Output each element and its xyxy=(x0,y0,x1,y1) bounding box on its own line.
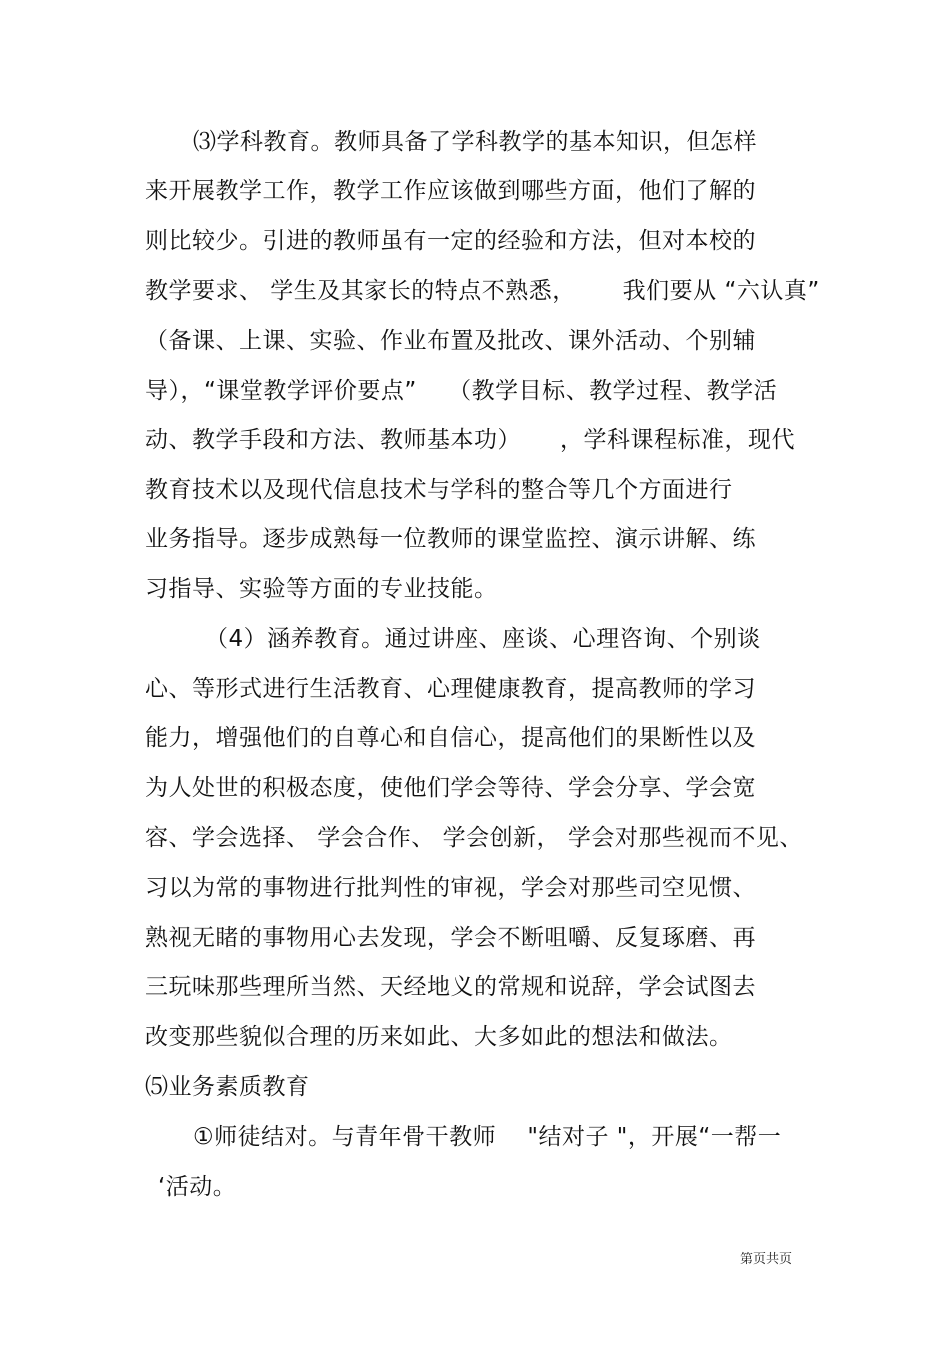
paragraph-line-13: 能力，增强他们的自尊心和自信心，提高他们的果断性以及 xyxy=(145,725,756,751)
section-heading: ⑸业务素质教育 xyxy=(145,1074,310,1100)
paragraph-line-15: 容、学会选择、 学会合作、 学会创新， 学会对那些视而不见、 xyxy=(145,825,803,851)
paragraph-line-16: 习以为常的事物进行批判性的审视，学会对那些司空见惯、 xyxy=(145,875,756,901)
paragraph-line-11: （4）涵养教育。通过讲座、座谈、心理咨询、个别谈 xyxy=(205,626,761,652)
page-footer: 第页共页 xyxy=(740,1252,793,1267)
paragraph-line-21: ①师徒结对。与青年骨干教师 "结对子 "，开展“一帮一 xyxy=(193,1124,782,1150)
paragraph-line-5: （备课、上课、实验、作业布置及批改、课外活动、个别辅 xyxy=(145,328,756,354)
paragraph-line-18: 三玩味那些理所当然、天经地义的常规和说辞，学会试图去 xyxy=(145,974,756,1000)
paragraph-line-8: 教育技术以及现代信息技术与学科的整合等几个方面进行 xyxy=(145,477,733,503)
paragraph-line-9: 业务指导。逐步成熟每一位教师的课堂监控、演示讲解、练 xyxy=(145,526,756,552)
paragraph-line-4: 教学要求、 学生及其家长的特点不熟悉， 我们要从 “六认真” xyxy=(145,278,820,304)
paragraph-line-2: 来开展教学工作，教学工作应该做到哪些方面，他们了解的 xyxy=(145,178,756,204)
paragraph-line-22: ‘活动。 xyxy=(158,1174,237,1200)
paragraph-line-17: 熟视无睹的事物用心去发现，学会不断咀嚼、反复琢磨、再 xyxy=(145,925,756,951)
paragraph-line-1: ⑶学科教育。教师具备了学科教学的基本知识，但怎样 xyxy=(193,129,757,155)
paragraph-line-14: 为人处世的积极态度，使他们学会等待、学会分享、学会宽 xyxy=(145,775,756,801)
paragraph-line-3: 则比较少。引进的教师虽有一定的经验和方法，但对本校的 xyxy=(145,228,756,254)
paragraph-line-6: 导），“课堂教学评价要点” （教学目标、教学过程、教学活 xyxy=(145,378,778,404)
paragraph-line-19: 改变那些貌似合理的历来如此、大多如此的想法和做法。 xyxy=(145,1024,733,1050)
paragraph-line-10: 习指导、实验等方面的专业技能。 xyxy=(145,576,498,602)
paragraph-line-12: 心、等形式进行生活教育、心理健康教育，提高教师的学习 xyxy=(145,676,756,702)
paragraph-line-7: 动、教学手段和方法、教师基本功） ，学科课程标准，现代 xyxy=(145,427,796,453)
